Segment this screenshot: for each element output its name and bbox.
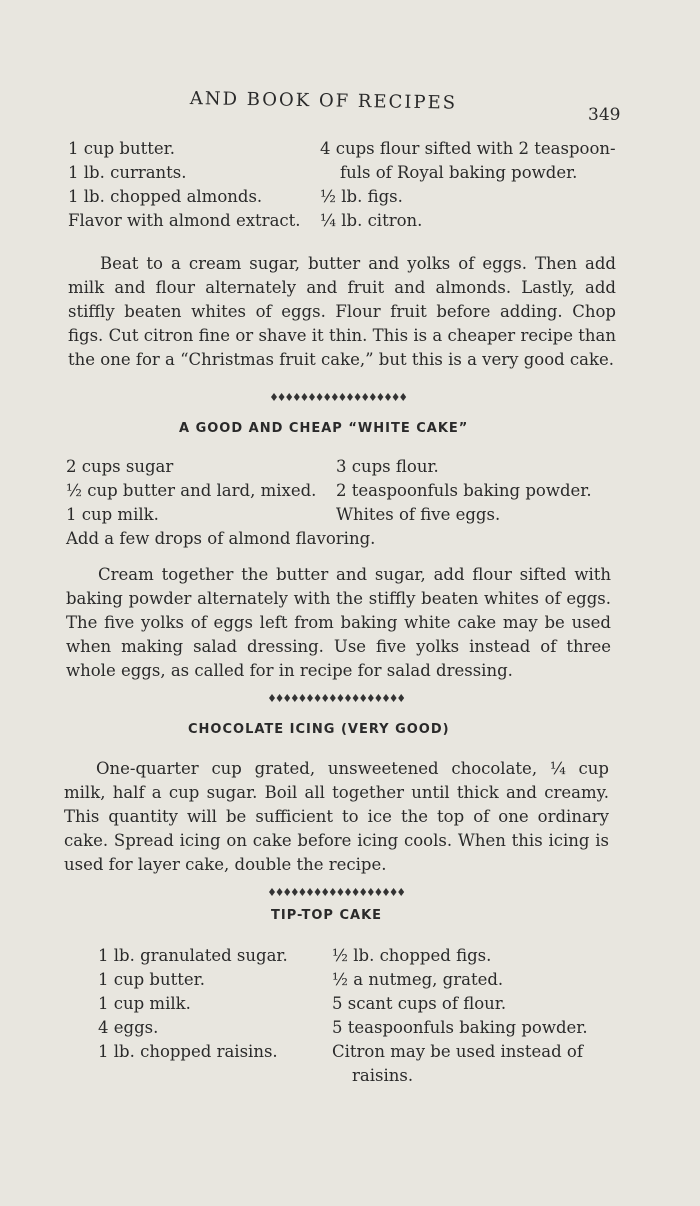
recipe4-ingredients — [98, 944, 618, 1084]
ornament-divider — [268, 693, 408, 703]
recipe3-title: CHOCOLATE ICING (VERY GOOD) — [188, 722, 450, 737]
ingredient-line: 1 cup butter. — [68, 139, 175, 158]
ornament-diamond — [398, 888, 404, 896]
running-title: AND BOOK OF RECIPES — [189, 88, 458, 114]
recipe2-right-column — [336, 455, 592, 527]
ornament-diamond — [353, 694, 359, 702]
ingredient-line: 4 eggs. — [98, 1018, 159, 1037]
ornament-diamond — [337, 694, 343, 702]
ornament-diamond — [299, 694, 305, 702]
ornament-diamond — [385, 393, 391, 401]
ingredient-line: Citron may be used instead of — [332, 1042, 583, 1061]
ingredient-line: 1 lb. chopped raisins. — [98, 1042, 278, 1061]
ingredient-line: 1 cup milk. — [98, 994, 191, 1013]
ingredient-line: 5 teaspoonfuls baking powder. — [332, 1018, 588, 1037]
ornament-diamond — [269, 694, 275, 702]
ingredient-line: 1 lb. granulated sugar. — [98, 946, 288, 965]
ornament-diamond — [370, 393, 376, 401]
ornament-divider — [268, 887, 408, 897]
recipe1-ingredients — [68, 137, 628, 237]
recipe2-title: A GOOD AND CHEAP “WHITE CAKE” — [179, 421, 469, 436]
ornament-diamond — [400, 393, 406, 401]
recipe4-title: TIP-TOP CAKE — [271, 908, 383, 923]
ingredient-line: fuls of Royal baking powder. — [340, 163, 578, 182]
ingredient-line: 2 teaspoonfuls baking powder. — [336, 481, 592, 500]
ornament-diamond — [393, 393, 399, 401]
ornament-diamond — [360, 694, 366, 702]
recipe2-directions: Cream together the butter and sugar, add flour sifted with baking powder alternately with the stiffly beaten whites of eggs. The five yolks of eggs left from baking white cake may be used when making salad dressing. Use five yolks instead of three whole eggs, as called for in recipe for salad dressing. — [66, 565, 611, 680]
ornament-diamond — [362, 393, 368, 401]
ornament-diamond — [269, 888, 275, 896]
ornament-diamond — [375, 888, 381, 896]
ornament-divider — [270, 392, 410, 402]
ornament-diamond — [355, 393, 361, 401]
ingredient-line: ½ lb. chopped figs. — [332, 946, 492, 965]
ornament-diamond — [301, 393, 307, 401]
ingredient-line: 3 cups flour. — [336, 457, 439, 476]
ornament-diamond — [271, 393, 277, 401]
ornament-diamond — [292, 694, 298, 702]
ornament-diamond — [337, 888, 343, 896]
ornament-diamond — [299, 888, 305, 896]
recipe1-right-column — [320, 137, 616, 233]
ornament-diamond — [391, 694, 397, 702]
ornament-diamond — [391, 888, 397, 896]
ornament-diamond — [353, 888, 359, 896]
ornament-diamond — [345, 694, 351, 702]
recipe4-right-column — [332, 944, 588, 1088]
ornament-diamond — [286, 393, 292, 401]
ornament-diamond — [368, 888, 374, 896]
recipe2-ingredients — [66, 455, 626, 530]
ingredient-line: 5 scant cups of flour. — [332, 994, 507, 1013]
recipe1-left-column — [68, 137, 301, 233]
ingredient-line: raisins. — [352, 1066, 414, 1085]
recipe4-left-column — [98, 944, 288, 1064]
ornament-diamond — [383, 694, 389, 702]
ornament-diamond — [347, 393, 353, 401]
recipe3-directions: One-quarter cup grated, unsweetened chocolate, ¼ cup milk, half a cup sugar. Boil all together until thick and creamy. This quantity will be sufficient to ice the top of one ordinary cake. Spread icing on cake before icing cools. When this icing is used for layer cake, double the recipe. — [64, 759, 609, 874]
ornament-diamond — [307, 694, 313, 702]
ornament-diamond — [277, 694, 283, 702]
ornament-diamond — [330, 694, 336, 702]
ornament-diamond — [377, 393, 383, 401]
ingredient-line: ½ lb. figs. — [320, 187, 403, 206]
ingredient-line: 2 cups sugar — [66, 457, 174, 476]
ornament-diamond — [317, 393, 323, 401]
ornament-diamond — [332, 393, 338, 401]
ornament-diamond — [339, 393, 345, 401]
ornament-diamond — [277, 888, 283, 896]
ingredient-line: 4 cups flour sifted with 2 teaspoon- — [320, 139, 616, 158]
page-number: 349 — [588, 105, 621, 125]
ornament-diamond — [307, 888, 313, 896]
ingredient-line: ½ a nutmeg, grated. — [332, 970, 504, 989]
ornament-diamond — [368, 694, 374, 702]
ingredient-line: Whites of five eggs. — [336, 505, 501, 524]
ornament-diamond — [322, 888, 328, 896]
ornament-diamond — [284, 694, 290, 702]
ornament-diamond — [292, 888, 298, 896]
ornament-diamond — [383, 888, 389, 896]
ornament-diamond — [315, 694, 321, 702]
ornament-diamond — [360, 888, 366, 896]
ornament-diamond — [324, 393, 330, 401]
ornament-diamond — [398, 694, 404, 702]
recipe2-note: Add a few drops of almond flavoring. — [66, 529, 376, 548]
ornament-diamond — [279, 393, 285, 401]
ornament-diamond — [322, 694, 328, 702]
ornament-diamond — [284, 888, 290, 896]
ornament-diamond — [309, 393, 315, 401]
ingredient-line: 1 lb. currants. — [68, 163, 187, 182]
ornament-diamond — [375, 694, 381, 702]
recipe2-left-column — [66, 455, 316, 527]
ingredient-line: ¼ lb. citron. — [320, 211, 423, 230]
ingredient-line: 1 cup butter. — [98, 970, 205, 989]
recipe1-directions: Beat to a cream sugar, butter and yolks of eggs. Then add milk and flour alternately and fruit and almonds. Lastly, add stiffly beaten whites of eggs. Flour fruit before adding. Chop figs. Cut citron fine or shave it thin. This is a cheaper recipe than the one for a “Christmas fruit cake,” but this is a very good cake. — [68, 254, 616, 369]
ornament-diamond — [315, 888, 321, 896]
ornament-diamond — [330, 888, 336, 896]
ornament-diamond — [294, 393, 300, 401]
ingredient-line: ½ cup butter and lard, mixed. — [66, 481, 317, 500]
ornament-diamond — [345, 888, 351, 896]
ingredient-line: 1 lb. chopped almonds. — [68, 187, 263, 206]
ingredient-line: 1 cup milk. — [66, 505, 159, 524]
ingredient-line: Flavor with almond extract. — [68, 211, 301, 230]
